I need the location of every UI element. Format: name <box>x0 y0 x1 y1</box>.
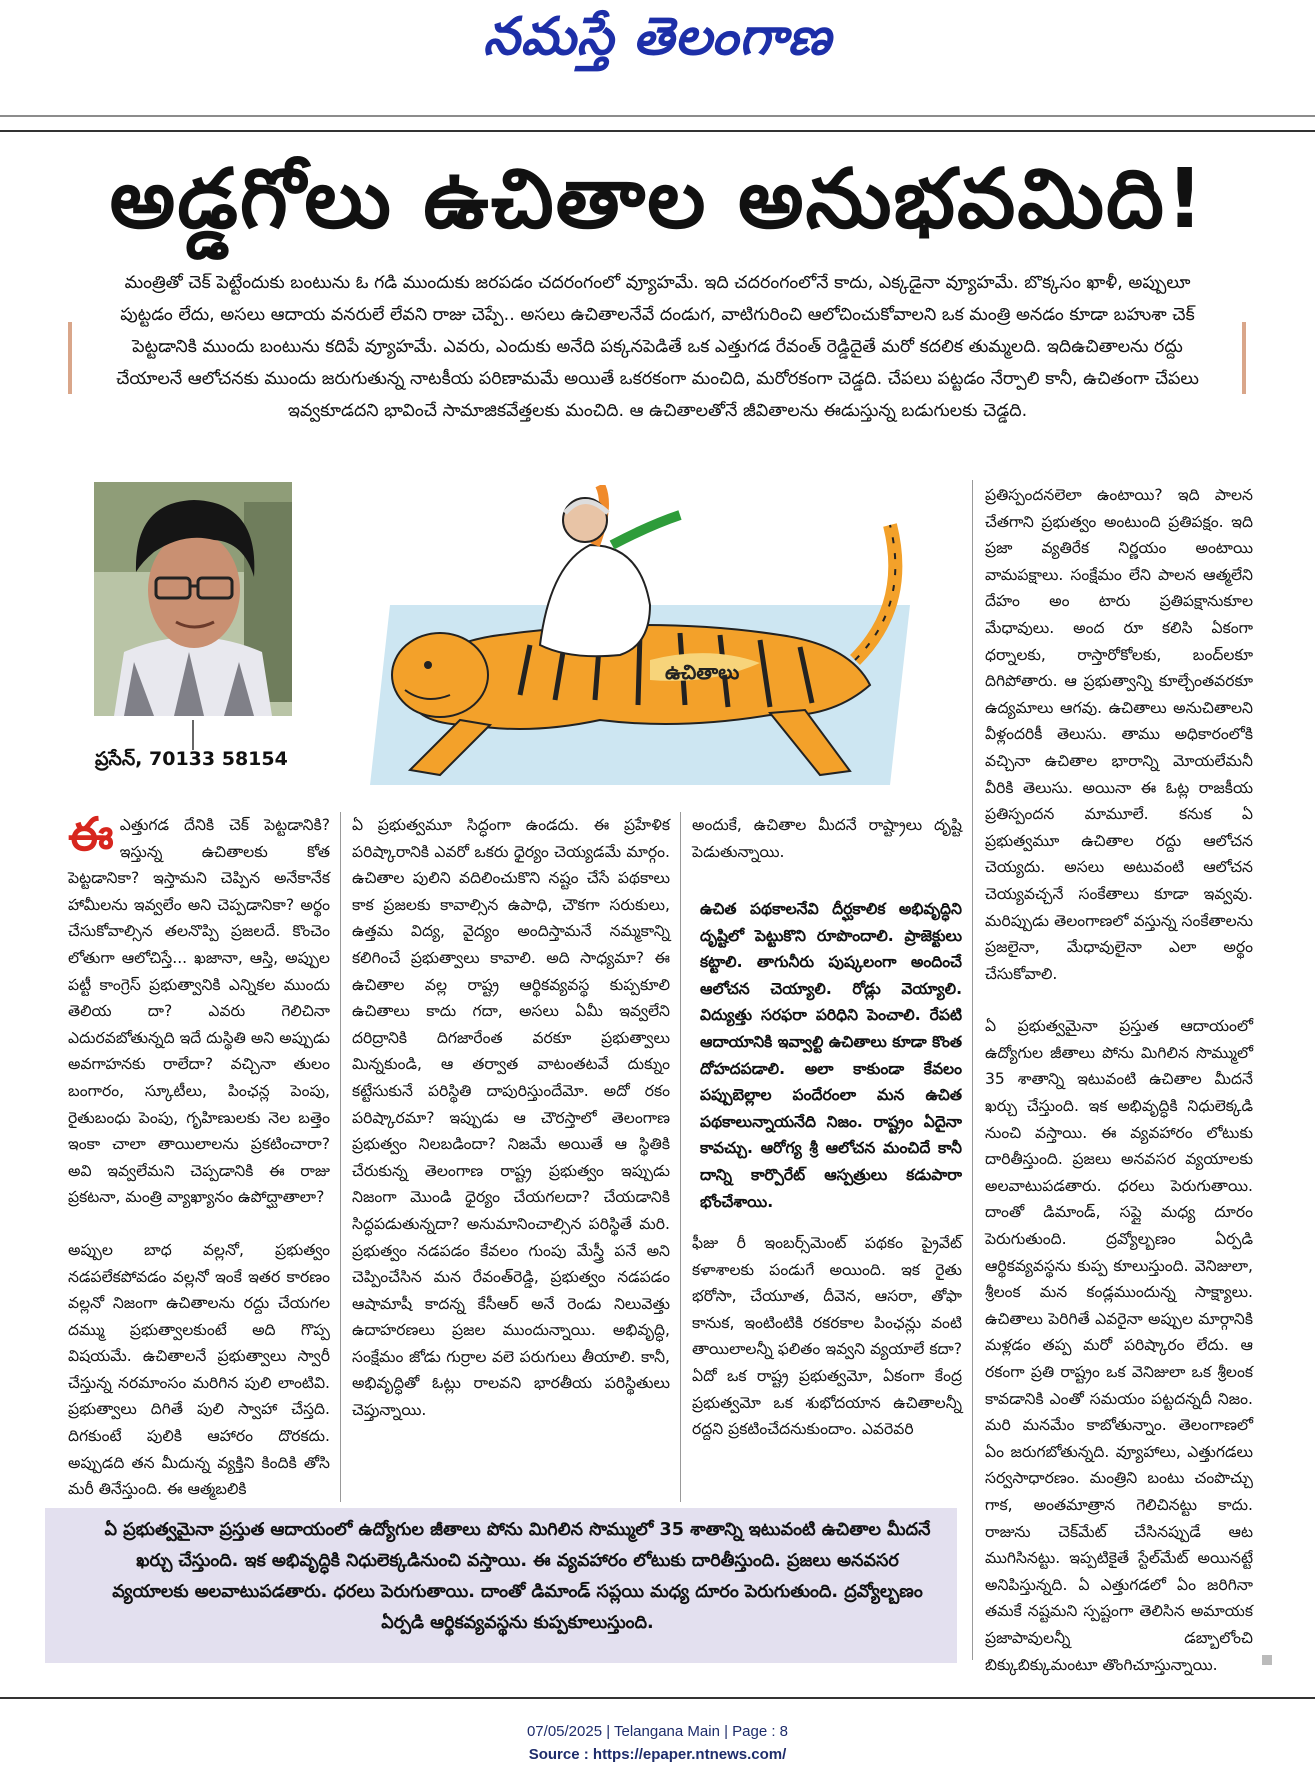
edition-info: 07/05/2025 | Telangana Main | Page : 8 <box>526 1723 789 1740</box>
deck-accent-left <box>68 322 72 394</box>
column-1 <box>68 807 330 1529</box>
author-portrait-image <box>94 482 292 716</box>
article-deck: మంత్రితో చెక్ పెట్టేందుకు బంటును ఓ గడి ముందుకు జరపడం చదరంగంలో వ్యూహమే. ఇది చదరంగంలోనే కాదు, ఎక్కడైనా వ్యూహమే. బొక్కసం ఖాళీ, అప్పులూ పుట్టడం లేదు, అసలు ఆదాయ వనరులే లేవని రాజు చెప్పే.. అసలు ఉచితాలనేవే దండుగ, వాటిగురించి ఆలోచించుకోవాలని ఒక మంత్రి అనడం కూడా బహుశా చెక్ పెట్టడానికి ముందు బంటును కదిపే వ్యూహమే. ఎవరు, ఎందుకు అనేది పక్కనపెడితే ఒక ఎత్తుగడ రేవంత్ రెడ్డిదైతే మరో కదలిక తుమ్మలది. ఇదిఉచితాలను రద్దు చేయాలనే ఆలోచనకు ముందు జరుగుతున్న నాటకీయ పరిణామమే అయితే ఒకరకంగా మంచిది, మరోరకంగా చెడ్డది. చేపలు పట్టడం నేర్పాలి కానీ, ఉచితంగా చేపలు ఇవ్వకూడదని భావించే సామాజికవేత్తలకు మంచిది. ఆ ఉచితాలతోనే జీవితాలను ఈడుస్తున్న బడుగులకు చెడ్డది. <box>116 273 1199 421</box>
article-headline: అడ్డగోలు ఉచితాల అనుభవమిది! <box>109 152 1206 247</box>
col4-paragraph-1: ప్రతిస్పందనలెలా ఉంటాయి? ఇది పాలన చేతగాని ప్రభుత్వం అంటుంది ప్రతిపక్షం. ఇది ప్రజా వ్యతిరేక నిర్ణయం అంటాయి వామపక్షాలు. సంక్షేమం లేని పాలన ఆత్మలేని దేహం అం టారు ప్రతిపక్షానుకూల మేధావులు. అంద రూ కలిసి ఏకంగా ధర్నాలకు, రాస్తారోకోలకు, బంద్‌లకూ దిగిపోతారు. ఆ ప్రభుత్వాన్ని కూల్చేంతవరకూ ఉద్యమాలు ఆగవు. ఉచితాలు అనుచితాలని వీళ్లందరికీ తెలుసు. తాము అధికారంలోకి వచ్చినా ఉచితాల భారాన్ని మోయలేమనీ వీరికి తెలుసు. అయినా ఈ ఓట్ల రాజకీయ ప్రతిస్పందన మామూలే. కనుక ఏ ప్రభుత్వమూ ఉచితాల రద్దు ఆలోచన చెయ్యదు. అసలు అటువంటి ఆలోచన చెయ్యవచ్చనే సంకేతాలు కూడా ఇవ్వవు. మరిప్పుడు తెలంగాణలో వస్తున్న సంకేతాలను ప్రజలైనా, మేధావులైనా ఎలా అర్థం చేసుకోవాలి. <box>985 486 1253 983</box>
author-photo <box>94 482 292 716</box>
pullquote-text: ఏ ప్రభుత్వమైనా ప్రస్తుత ఆదాయంలో ఉద్యోగుల జీతాలు పోను మిగిలిన సొమ్ములో 35 శాతాన్ని ఇటువంటి ఉచితాల మీదనే ఖర్చు చేస్తుంది. ఇక అభివృద్ధికి నిధులెక్కడినుంచి వస్తాయి. ఈ వ్యవహారం లోటుకు దారితీస్తుంది. ప్రజలు అనవసర వ్యయాలకు అలవాటుపడతారు. ధరలు పెరుగుతాయి. దాంతో డిమాండ్ సప్లయి మధ్య దూరం పెరుగుతుంది. ద్రవ్యోల్బణం ఏర్పడి ఆర్థికవ్యవస్థను కుప్పకూలుస్తుంది. <box>104 1520 931 1633</box>
col2-paragraph: ఏ ప్రభుత్వమూ సిద్ధంగా ఉండదు. ఈ ప్రహేళిక పరిష్కారానికి ఎవరో ఒకరు ధైర్యం చెయ్యడమే మార్గం. ఉచితాల పులిని వదిలించుకొని నష్టం చేసే పథకాలు కాక ప్రజలకు కావాల్సిన ఉపాధి, చౌకగా సరుకులు, ఉత్తమ విద్య, వైద్యం అందిస్తామనే నమ్మకాన్ని కలిగించే ప్రభుత్వాలు కావాలి. అది సాధ్యమా? ఈ ఉచితాల వల్ల రాష్ట్ర ఆర్థికవ్యవస్థ కుప్పకూలి ఉచితాలు కాదు గదా, అసలు ఏమీ ఇవ్వలేని దరిద్రానికి దిగజారేంత వరకూ ప్రభుత్వాలు మిన్నకుండి, ఆ తర్వాత వాటంతటవే దుక్నుం కట్టేసుకునే పరిస్థితి దాపురిస్తుందేమో. అదో రకం పరిష్కారమా? ఇప్పుడు ఆ చౌరస్తాలో తెలంగాణ ప్రభుత్వం నిలబడిందా? నిజమే అయితే ఆ స్థితికి చేరుకున్న తెలంగాణ రాష్ట్ర ప్రభుత్వం ఇప్పుడు నిజంగా మొండి ధైర్యం చేయగలదా? చేయడానికి సిద్ధపడుతున్నదా? అనుమానించాల్సిన పరిస్థితే మరి. ప్రభుత్వం నడపడం కేవలం గుంపు మేస్త్రీ పనే అని చెప్పించేసిన మన రేవంత్‌రెడ్డి, ప్రభుత్వం నడపడం ఆషామాషీ కాదన్న కేసీఆర్ అనే రెండు నిలువెత్తు ఉదాహరణలు ప్రజల ముందున్నాయి. అభివృద్ధి, సంక్షేమం జోడు గుర్రాల వలె పరుగులు తీయాలి. కానీ, అభివృద్ధితో ఓట్లు రాలవని భారతీయ పరిస్థితులు చెప్తున్నాయి. <box>352 816 670 1420</box>
cartoon-illustration <box>350 485 955 810</box>
illustration-label: ఉచితాలు <box>665 660 740 684</box>
author-byline: ప్రసేన్, 70133 58154 <box>95 748 288 770</box>
column-3-highlight-box: ఉచిత పథకాలనేవి దీర్ఘకాలిక అభివృద్ధిని దృష్టిలో పెట్టుకొని రూపొందాలి. ప్రాజెక్టులు కట్టాలి. తాగునీరు పుష్కలంగా అందించే ఆలోచన చెయ్యాలి. రోడ్లు వెయ్యాలి. విద్యుత్తు సరఫరా పరిధిని పెంచాలి. రేపటి ఆదాయానికి ఇవ్వాల్టి ఉచితాలు కూడా కొంత దోహదపడాలి. అలా కాకుండా కేవలం పప్పుబెల్లాల పందేరంలా మన ఉచిత పథకాలున్నాయనేది నిజం. రాష్ట్రం ఏదైనా కావచ్చు. ఆరోగ్య శ్రీ ఆలోచన మంచిదే కానీ దాన్ని కార్పొరేట్ ఆస్పత్రులు కడుపారా భోంచేశాయి. <box>700 900 962 1211</box>
column-rule-2 <box>680 812 681 1502</box>
col4-paragraph-2: ఏ ప్రభుత్వమైనా ప్రస్తుత ఆదాయంలో ఉద్యోగుల జీతాలు పోను మిగిలిన సొమ్ములో 35 శాతాన్ని ఇటువంటి ఉచితాల మీదనే ఖర్చు చేస్తుంది. ఇక అభివృద్ధికి నిధులెక్కడి నుంచి వస్తాయి. ఈ వ్యవహారం లోటుకు దారితీస్తుంది. ప్రజలు అనవసర వ్యయాలకు అలవాటుపడతారు. ధరలు పెరుగుతాయి. దాంతో డిమాండ్, సప్లై మధ్య దూరం పెరుగుతుంది. ద్రవ్యోల్బణం ఏర్పడి ఆర్థికవ్యవస్థను కుప్ప కూలుస్తుంది. వెనిజులా, శ్రీలంక మన కండ్లముందున్న సాక్ష్యాలు. ఉచితాలు పెరిగితే ఎవరైనా అప్పుల మార్గానికి మళ్లడం తప్ప మరో పరిష్కారం లేదు. ఆ రకంగా ప్రతి రాష్ట్రం ఒక వెనిజులా ఒక శ్రీలంక కావడానికి ఎంతో సమయం పట్టదన్నదీ నిజం. మరి మనమేం కాబోతున్నాం. తెలంగాణలో ఏం జరుగబోతున్నది. వ్యూహాలు, ఎత్తుగడలు సర్వసాధారణం. మంత్రిని బంటు చంపొచ్చు గాక, అంతమాత్రాన గెలిచినట్టు కాదు. రాజును చెక్‌మేట్ చేసినప్పుడే ఆట ముగిసినట్టు. ఇప్పటికైతే స్టేల్‌మేట్ అయినట్టే అనిపిస్తున్నది. ఏ ఎత్తుగడలో ఏం జరిగినా తమకే నష్టమని స్పష్టంగా తెలిసిన అమాయక ప్రజాపావులన్నీ డబ్బాలోంచి బిక్కుబిక్కుమంటూ తొంగిచూస్తున్నాయి. <box>985 1017 1253 1674</box>
column-4 <box>985 482 1253 1704</box>
col3-paragraph-bottom: ఫీజు రీ ఇంబర్స్‌మెంట్ పథకం ప్రైవేట్ కళాశాలకు పండుగే అయింది. ఇక రైతు భరోసా, చేయూత, దీవెన, ఆసరా, తోఫా కానుక, ఇంటింటికి రకరకాల పింఛన్లు వంటి తాయిలాలన్నీ ఫలితం ఇవ్వని వ్యయాలే కదా? ఏదో ఒక రాష్ట్ర ప్రభుత్వమో, ఏకంగా కేంద్ర ప్రభుత్వమో ఒక శుభోదయాన ఉచితాలన్నీ రద్దని ప్రకటించేదనుకుందాం. ఎవరెవరి <box>692 1234 962 1439</box>
masthead-divider <box>0 115 1315 117</box>
column-3-top <box>692 812 962 891</box>
column-rule-3 <box>972 480 973 1660</box>
column-2 <box>352 812 670 1450</box>
col1-paragraph-2: అప్పుల బాధ వల్లనో, ప్రభుత్వం నడపలేకపోవడం వల్లనో ఇంకే ఇతర కారణం వల్లనో నిజంగా ఉచితాలను రద్దు చేయగల దమ్ము ప్రభుత్వాలకుంటే అది గొప్ప విషయమే. ఉచితాలనే ప్రభుత్వాలు స్వారీ చేస్తున్న నరమాంసం మరిగిన పులి లాంటివి. ప్రభుత్వాలు దిగితే పులి స్వాహా చేస్తది. దిగకుంటే పులికి ఆహారం దొరకదు. అప్పుడది తన మీదున్న వ్యక్తిని కిందికి తోసి మరీ తినేస్తుంది. ఈ ఆత్మబలికి <box>68 1240 330 1499</box>
deck-accent-right <box>1242 322 1246 394</box>
byline-connector <box>192 720 194 750</box>
column-3-bottom <box>692 1230 962 1469</box>
col1-paragraph-1: ఎత్తుగడ దేనికి చెక్ పెట్టడానికి? ఇస్తున్న ఉచితాలకు కోత పెట్టడానికా? ఇస్తామని చెప్పిన అనేకానేక హామీలను ఇవ్వలేం అని చెప్పడానికా? అర్థం చేసుకోవాల్సిన తలనొప్పి ప్రజలదే. కొంచెం లోతుగా ఆలోచిస్తే... ఖజానా, ఆస్తి, అప్పుల పట్టీ కాంగ్రెస్ ప్రభుత్వానికి ఎన్నికల ముందు తెలియ దా? ఎవరు గెలిచినా ఎదురవబోతున్నది ఇదే దుస్థితి అని అప్పుడు అవగాహనకు రాలేదా? వచ్చినా తులం బంగారం, స్కూటీలు, పింఛన్ల పెంపు, రైతుబంధు పెంపు, గృహిణులకు నెల బత్తెం ఇంకా చాలా తాయిలాలను ప్రకటించారా? అవి ఇవ్వలేమని చెప్పడానికి ఈ రాజు ప్రకటనా, మంత్రి వ్యాఖ్యానం ఉపోద్ఘాతాలా? <box>68 816 330 1207</box>
masthead-title: నమస్తే తెలంగాణ <box>483 6 832 67</box>
col3-paragraph-top: అందుకే, ఉచితాల మీదనే రాష్ట్రాలు దృష్టి పెడుతున్నాయి. <box>692 816 962 861</box>
column-rule-1 <box>340 812 341 1502</box>
tiger-rider-cartoon <box>350 485 955 810</box>
source-link[interactable]: Source : https://epaper.ntnews.com/ <box>528 1746 787 1763</box>
masthead <box>0 0 1315 115</box>
dropcap: ఈ <box>68 807 114 861</box>
end-mark <box>1262 1655 1272 1665</box>
